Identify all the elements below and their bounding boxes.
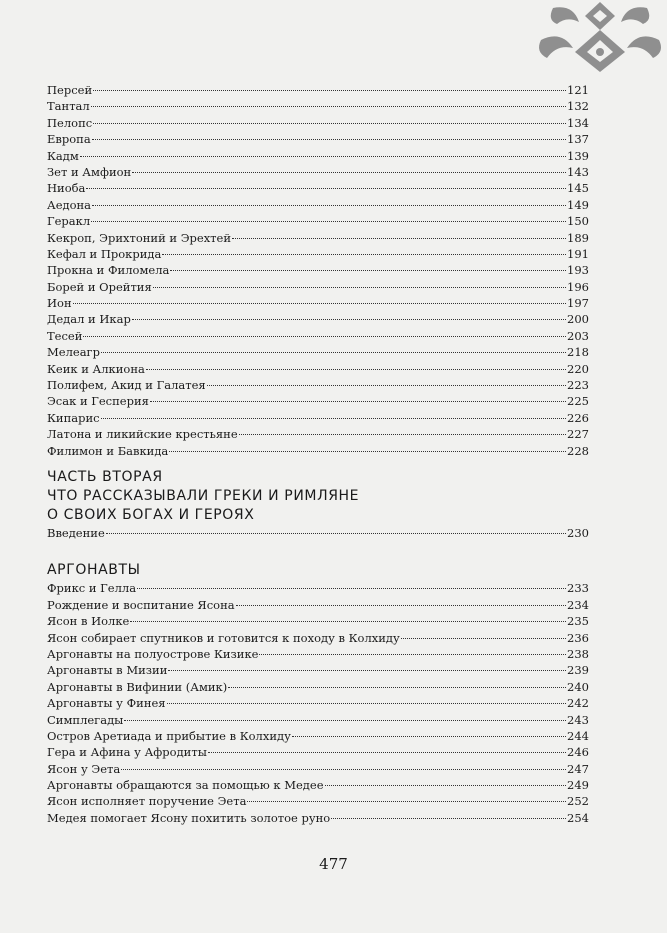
argonauts-list — [47, 580, 589, 826]
entry-page: 218 — [567, 345, 589, 360]
entry-page: 246 — [567, 745, 589, 760]
toc-entry[interactable] — [47, 148, 589, 164]
entry-title: Ион — [47, 296, 72, 311]
part2-heading-2: ЧТО РАССКАЗЫВАЛИ ГРЕКИ И РИМЛЯНЕ — [47, 487, 360, 504]
entry-title: Тантал — [47, 99, 90, 114]
entry-title: Прокна и Филомела — [47, 263, 170, 278]
dot-leader — [137, 588, 566, 589]
dot-leader — [331, 818, 566, 819]
dot-leader — [93, 123, 566, 124]
entry-title: Мелеагр — [47, 345, 100, 360]
toc-entry[interactable] — [47, 328, 589, 344]
entry-page: 197 — [567, 296, 589, 311]
entry-page: 226 — [567, 410, 589, 425]
dot-leader — [259, 654, 566, 655]
entry-page: 227 — [567, 427, 589, 442]
entry-page: 235 — [567, 614, 589, 629]
entry-page: 145 — [567, 181, 589, 196]
toc-entry[interactable] — [47, 410, 589, 426]
entry-title: Пелопс — [47, 115, 93, 130]
entry-title: Филимон и Бавкида — [47, 443, 169, 458]
toc-entry[interactable] — [47, 180, 589, 196]
toc-entry[interactable] — [47, 646, 589, 662]
dot-leader — [236, 605, 566, 606]
dot-leader — [73, 303, 566, 304]
entry-page: 233 — [567, 581, 589, 596]
entry-page: 191 — [567, 246, 589, 261]
toc-entry[interactable] — [47, 164, 589, 180]
dot-leader — [232, 238, 566, 239]
entry-page: 223 — [567, 378, 589, 393]
dot-leader — [208, 752, 566, 753]
entry-title: Аедона — [47, 197, 92, 212]
dot-leader — [91, 221, 566, 222]
entry-page: 252 — [567, 794, 589, 809]
entry-title: Рождение и воспитание Ясона — [47, 597, 235, 612]
toc-entry[interactable] — [47, 728, 589, 744]
entry-page: 234 — [567, 597, 589, 612]
dot-leader — [162, 254, 566, 255]
entry-title: Ясон исполняет поручение Эета — [47, 794, 247, 809]
dot-leader — [170, 270, 566, 271]
entry-title: Ясон собирает спутников и готовится к походу в Колхиду — [47, 630, 400, 645]
dot-leader — [146, 369, 566, 370]
entry-page: 134 — [567, 115, 589, 130]
entry-title: Кеик и Алкиона — [47, 361, 145, 376]
entry-title: Фрикс и Гелла — [47, 581, 137, 596]
entry-title: Аргонавты в Мизии — [47, 663, 168, 678]
entry-page: 132 — [567, 99, 589, 114]
entry-page: 149 — [567, 197, 589, 212]
toc-entry[interactable] — [47, 311, 589, 327]
toc-entry[interactable] — [47, 443, 589, 459]
dot-leader — [228, 687, 566, 688]
entry-title: Кефал и Прокрида — [47, 246, 162, 261]
dot-leader — [130, 621, 566, 622]
toc-entry[interactable] — [47, 426, 589, 442]
entry-title: Ясон в Иолке — [47, 614, 130, 629]
entry-page: 240 — [567, 679, 589, 694]
toc-entry[interactable] — [47, 810, 589, 826]
entry-page: 200 — [567, 312, 589, 327]
entry-page: 225 — [567, 394, 589, 409]
toc-entry[interactable] — [47, 630, 589, 646]
entry-page: 230 — [567, 525, 589, 540]
dot-leader — [169, 451, 566, 452]
toc-entry[interactable] — [47, 613, 589, 629]
toc-entry[interactable] — [47, 82, 589, 98]
toc-entry[interactable] — [47, 131, 589, 147]
dot-leader — [401, 638, 566, 639]
entry-title: Остров Аретиада и прибытие в Колхиду — [47, 728, 291, 743]
entry-page: 249 — [567, 778, 589, 793]
entry-page: 254 — [567, 810, 589, 825]
entry-title: Кипарис — [47, 410, 100, 425]
entry-page: 242 — [567, 696, 589, 711]
entry-title: Кадм — [47, 148, 79, 163]
dot-leader — [91, 106, 566, 107]
toc-entry[interactable] — [47, 679, 589, 695]
entry-page: 143 — [567, 164, 589, 179]
toc-entry[interactable] — [47, 197, 589, 213]
dot-leader — [325, 785, 567, 786]
entry-title: Ясон у Эета — [47, 761, 121, 776]
entry-page: 139 — [567, 148, 589, 163]
part2-heading-3: О СВОИХ БОГАХ И ГЕРОЯХ — [47, 506, 255, 523]
toc-entry[interactable] — [47, 580, 589, 596]
dot-leader — [93, 90, 566, 91]
dot-leader — [167, 703, 567, 704]
corner-ornament — [533, 0, 667, 72]
entry-title: Латона и ликийские крестьяне — [47, 427, 238, 442]
dot-leader — [132, 319, 566, 320]
entry-page: 244 — [567, 728, 589, 743]
entry-page: 220 — [567, 361, 589, 376]
entry-title: Аргонавты на полуострове Кизике — [47, 646, 259, 661]
entry-page: 236 — [567, 630, 589, 645]
entry-page: 243 — [567, 712, 589, 727]
part1-list — [47, 82, 589, 459]
entry-page: 137 — [567, 132, 589, 147]
entry-page: 203 — [567, 328, 589, 343]
dot-leader — [207, 385, 566, 386]
dot-leader — [92, 139, 566, 140]
toc-entry[interactable] — [47, 761, 589, 777]
dot-leader — [132, 172, 566, 173]
entry-title: Медея помогает Ясону похитить золотое руно — [47, 810, 331, 825]
toc-entry[interactable] — [47, 377, 589, 393]
entry-title: Аргонавты в Вифинии (Амик) — [47, 679, 228, 694]
entry-page: 121 — [567, 83, 589, 97]
entry-title: Симплегады — [47, 712, 124, 727]
dot-leader — [150, 401, 566, 402]
entry-title: Введение — [47, 525, 105, 540]
entry-title: Зет и Амфион — [47, 164, 132, 179]
entry-title: Европа — [47, 132, 91, 147]
entry-page: 247 — [567, 761, 589, 776]
entry-title: Полифем, Акид и Галатея — [47, 378, 206, 393]
toc-entry[interactable] — [47, 246, 589, 262]
dot-leader — [168, 670, 566, 671]
toc-entry[interactable] — [47, 344, 589, 360]
entry-title: Аргонавты обращаются за помощью к Медее — [47, 778, 324, 793]
toc-entry[interactable] — [47, 262, 589, 278]
entry-page: 189 — [567, 230, 589, 245]
entry-title: Борей и Орейтия — [47, 279, 152, 294]
toc-entry[interactable] — [47, 295, 589, 311]
entry-page: 150 — [567, 214, 589, 229]
dot-leader — [86, 188, 566, 189]
toc-entry[interactable] — [47, 213, 589, 229]
entry-title: Ниоба — [47, 181, 86, 196]
dot-leader — [247, 801, 566, 802]
dot-leader — [153, 287, 566, 288]
entry-page: 193 — [567, 263, 589, 278]
entry-page: 238 — [567, 646, 589, 661]
entry-title: Гера и Афина у Афродиты — [47, 745, 207, 760]
toc-entry[interactable] — [47, 98, 589, 114]
argonauts-heading: АРГОНАВТЫ — [47, 562, 141, 579]
dot-leader — [106, 533, 566, 534]
entry-title: Аргонавты у Финея — [47, 696, 166, 711]
entry-title: Тесей — [47, 328, 83, 343]
toc-entry[interactable] — [47, 777, 589, 793]
entry-title: Геракл — [47, 214, 91, 229]
toc-entry-introduction[interactable] — [47, 525, 589, 541]
toc-entry[interactable] — [47, 115, 589, 131]
dot-leader — [80, 156, 566, 157]
dot-leader — [292, 736, 566, 737]
part2-heading-1: ЧАСТЬ ВТОРАЯ — [47, 468, 163, 485]
dot-leader — [239, 434, 566, 435]
entry-page: 239 — [567, 663, 589, 678]
toc-entry[interactable] — [47, 230, 589, 246]
toc-entry[interactable] — [47, 712, 589, 728]
toc-entry[interactable] — [47, 793, 589, 809]
dot-leader — [124, 720, 566, 721]
toc-entry[interactable] — [47, 662, 589, 678]
toc-entry[interactable] — [47, 279, 589, 295]
dot-leader — [101, 418, 566, 419]
entry-title: Дедал и Икар — [47, 312, 131, 327]
entry-title: Персей — [47, 83, 93, 97]
dot-leader — [92, 205, 566, 206]
dot-leader — [83, 336, 566, 337]
toc-entry[interactable] — [47, 393, 589, 409]
dot-leader — [121, 769, 566, 770]
entry-title: Эсак и Гесперия — [47, 394, 149, 409]
entry-page: 228 — [567, 443, 589, 458]
toc-entry[interactable] — [47, 695, 589, 711]
dot-leader — [101, 352, 566, 353]
toc-entry[interactable] — [47, 361, 589, 377]
page-number: 477 — [319, 855, 348, 873]
toc-entry[interactable] — [47, 597, 589, 613]
toc-entry[interactable] — [47, 744, 589, 760]
table-of-contents — [47, 82, 589, 826]
entry-page: 196 — [567, 279, 589, 294]
entry-title: Кекроп, Эрихтоний и Эрехтей — [47, 230, 232, 245]
